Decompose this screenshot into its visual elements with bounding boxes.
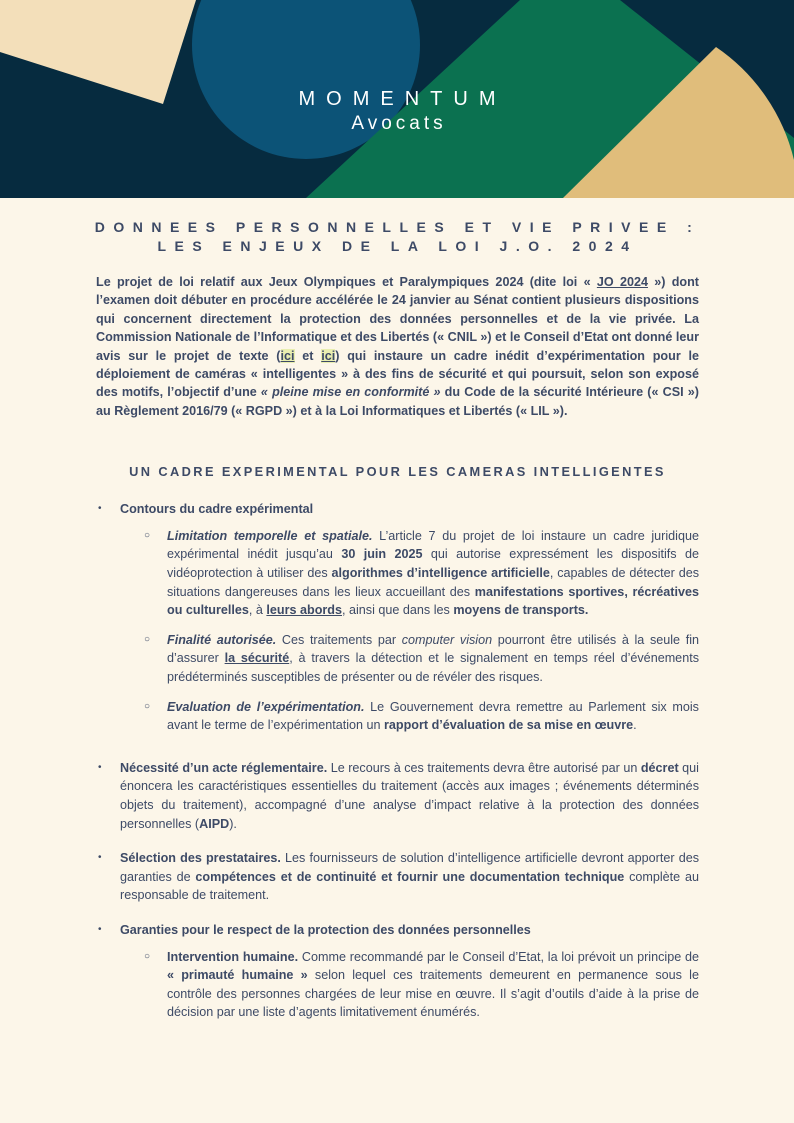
sub-bullet-strong: moyens de transports.	[453, 603, 589, 618]
logo-name: MOMENTUM	[298, 88, 507, 110]
sub-bullet-finalite	[96, 631, 699, 687]
bullet-text: Les fournisseurs de solution d’intelligence artificielle devront apporter des garanties de	[120, 851, 699, 884]
jo-2024-link[interactable]: JO 2024	[596, 275, 648, 289]
bullet-icon: •	[98, 761, 102, 773]
header-banner	[0, 0, 794, 198]
sub-bullet-lead: Intervention humaine.	[167, 949, 299, 964]
sub-bullet-text: , ainsi que dans les	[342, 603, 454, 618]
intro-text: ») dont l’examen doit débuter en procédure accélérée le 24 janvier au Sénat contient plusieurs dispositions qui concernent directement la protection des données personnelles et de la vie privée. La Commission Nationale de l’Informatique et des Libertés (« CNIL ») et le Conseil d’Etat ont donné leur avis sur le projet de texte (	[96, 275, 699, 363]
logo-subtitle: Avocats	[351, 113, 447, 134]
document-title	[76, 218, 719, 256]
sub-bullet-strong: algorithmes d’intelligence artificielle	[331, 566, 550, 581]
sub-bullet-text: pourront être utilisés à la seule fin d’assurer	[167, 632, 700, 666]
sub-bullet-text: selon lequel ces traitements demeurent en permanence sous le contrôle des personnes chargées de leur mise en œuvre. Il s’agit d’outils d’aide à la prise de décision par une liste d’agents limitativement énumérés.	[167, 968, 699, 1020]
title-line-2: LES ENJEUX DE LA LOI J.O. 2024	[157, 238, 638, 254]
bullet-text: Le recours à ces traitements devra être autorisé par un	[327, 760, 641, 775]
title-line-1: DONNEES PERSONNELLES ET VIE PRIVEE :	[94, 219, 701, 235]
section-title: UN CADRE EXPERIMENTAL POUR LES CAMERAS INTELLIGENTES	[129, 464, 666, 480]
cnil-opinion-link[interactable]: ici	[280, 348, 295, 363]
bullet-icon: •	[98, 852, 102, 864]
bullet-heading: Garanties pour le respect de la protection des données personnelles	[120, 922, 531, 937]
sub-bullet-limitation	[96, 527, 699, 620]
conseil-etat-opinion-link[interactable]: ici	[321, 348, 336, 363]
sub-bullet-icon: ○	[144, 950, 151, 962]
sub-bullet-strong: manifestations sportives, récréatives ou culturelles	[167, 584, 699, 618]
intro-text: Le projet de loi relatif aux Jeux Olympiques et Paralympiques 2024 (dite loi «	[96, 275, 597, 289]
intro-emphasis: « pleine mise en conformité »	[260, 385, 441, 400]
bullet-text: complète au responsable de traitement.	[120, 869, 699, 903]
bullet-garanties	[96, 921, 699, 940]
bullet-contours	[96, 500, 699, 519]
sub-bullet-strong: 30 juin 2025	[341, 547, 423, 562]
bullet-prestataires	[96, 849, 699, 905]
bullet-heading: Contours du cadre expérimental	[120, 502, 314, 517]
bullet-text: ).	[229, 816, 237, 831]
bullet-strong: AIPD	[199, 816, 230, 831]
sub-bullet-icon: ○	[144, 529, 151, 541]
bullet-strong: décret	[640, 760, 679, 775]
bullet-lead: Sélection des prestataires.	[120, 851, 281, 866]
sub-bullet-text: Le Gouvernement devra remettre au Parlement six mois avant le terme de l’expérimentation un	[167, 699, 699, 733]
bullet-acte-reglementaire	[96, 759, 699, 833]
sub-bullet-strong: rapport d’évaluation de sa mise en œuvre	[384, 718, 634, 733]
sub-bullet-text: L’article 7 du projet de loi instaure un cadre juridique expérimental inédit jusqu’au	[167, 528, 699, 562]
leurs-abords-link[interactable]: leurs abords	[266, 603, 342, 618]
intro-paragraph	[96, 273, 699, 420]
bullet-strong: compétences et de continuité et fournir une documentation technique	[195, 869, 625, 884]
sub-bullet-lead: Limitation temporelle et spatiale.	[167, 528, 373, 543]
sub-bullet-text: Comme recommandé par le Conseil d’Etat, la loi prévoit un principe de	[298, 949, 699, 964]
sub-bullet-intervention-humaine	[96, 948, 699, 1022]
sub-bullet-text: .	[633, 718, 637, 733]
intro-text: et	[294, 348, 322, 363]
sub-bullet-text: , à	[248, 603, 267, 618]
intro-text: ) qui instaure un cadre inédit d’expérimentation pour le déploiement de caméras « intelligentes » à des fins de sécurité et qui poursuit, selon son exposé des motifs, l’objectif d’une	[96, 348, 699, 400]
sub-bullet-lead: Evaluation de l’expérimentation.	[167, 699, 365, 714]
bullet-lead: Nécessité d’un acte réglementaire.	[120, 760, 328, 775]
bullet-icon: •	[98, 923, 102, 935]
sub-bullet-text: qui autorise expressément les dispositifs de vidéoprotection à utiliser des	[167, 547, 699, 581]
sub-bullet-icon: ○	[144, 700, 151, 712]
sub-bullet-strong: « primauté humaine »	[167, 968, 308, 983]
sub-bullet-evaluation	[96, 698, 699, 735]
sub-bullet-italic: computer vision	[401, 632, 493, 647]
bullet-icon: •	[98, 503, 102, 515]
document-body	[96, 218, 699, 1022]
sub-bullet-lead: Finalité autorisée.	[167, 632, 277, 647]
la-securite-link[interactable]: la sécurité	[224, 651, 290, 666]
sub-bullet-text: , capables de détecter des situations dangereuses dans les lieux accueillant des	[167, 566, 699, 599]
bullet-text: qui énoncera les caractéristiques essentielles du traitement (accès aux images ; événements déterminés objets du traitement), accompagné d’une analyse d’impact relative à la protection des données personnelles (	[120, 760, 699, 831]
sub-bullet-icon: ○	[144, 633, 151, 645]
intro-text: du Code de la sécurité Intérieure (« CSI ») au Règlement 2016/79 (« RGPD ») et à la Loi Informatiques et Libertés (« LIL »).	[96, 385, 699, 418]
logo	[0, 88, 794, 135]
sub-bullet-text: , à travers la détection et le signalement en temps réel d’événements prédéterminés susceptibles de présenter ou de révéler des risques.	[167, 651, 699, 684]
sub-bullet-text: Ces traitements par	[276, 632, 402, 647]
